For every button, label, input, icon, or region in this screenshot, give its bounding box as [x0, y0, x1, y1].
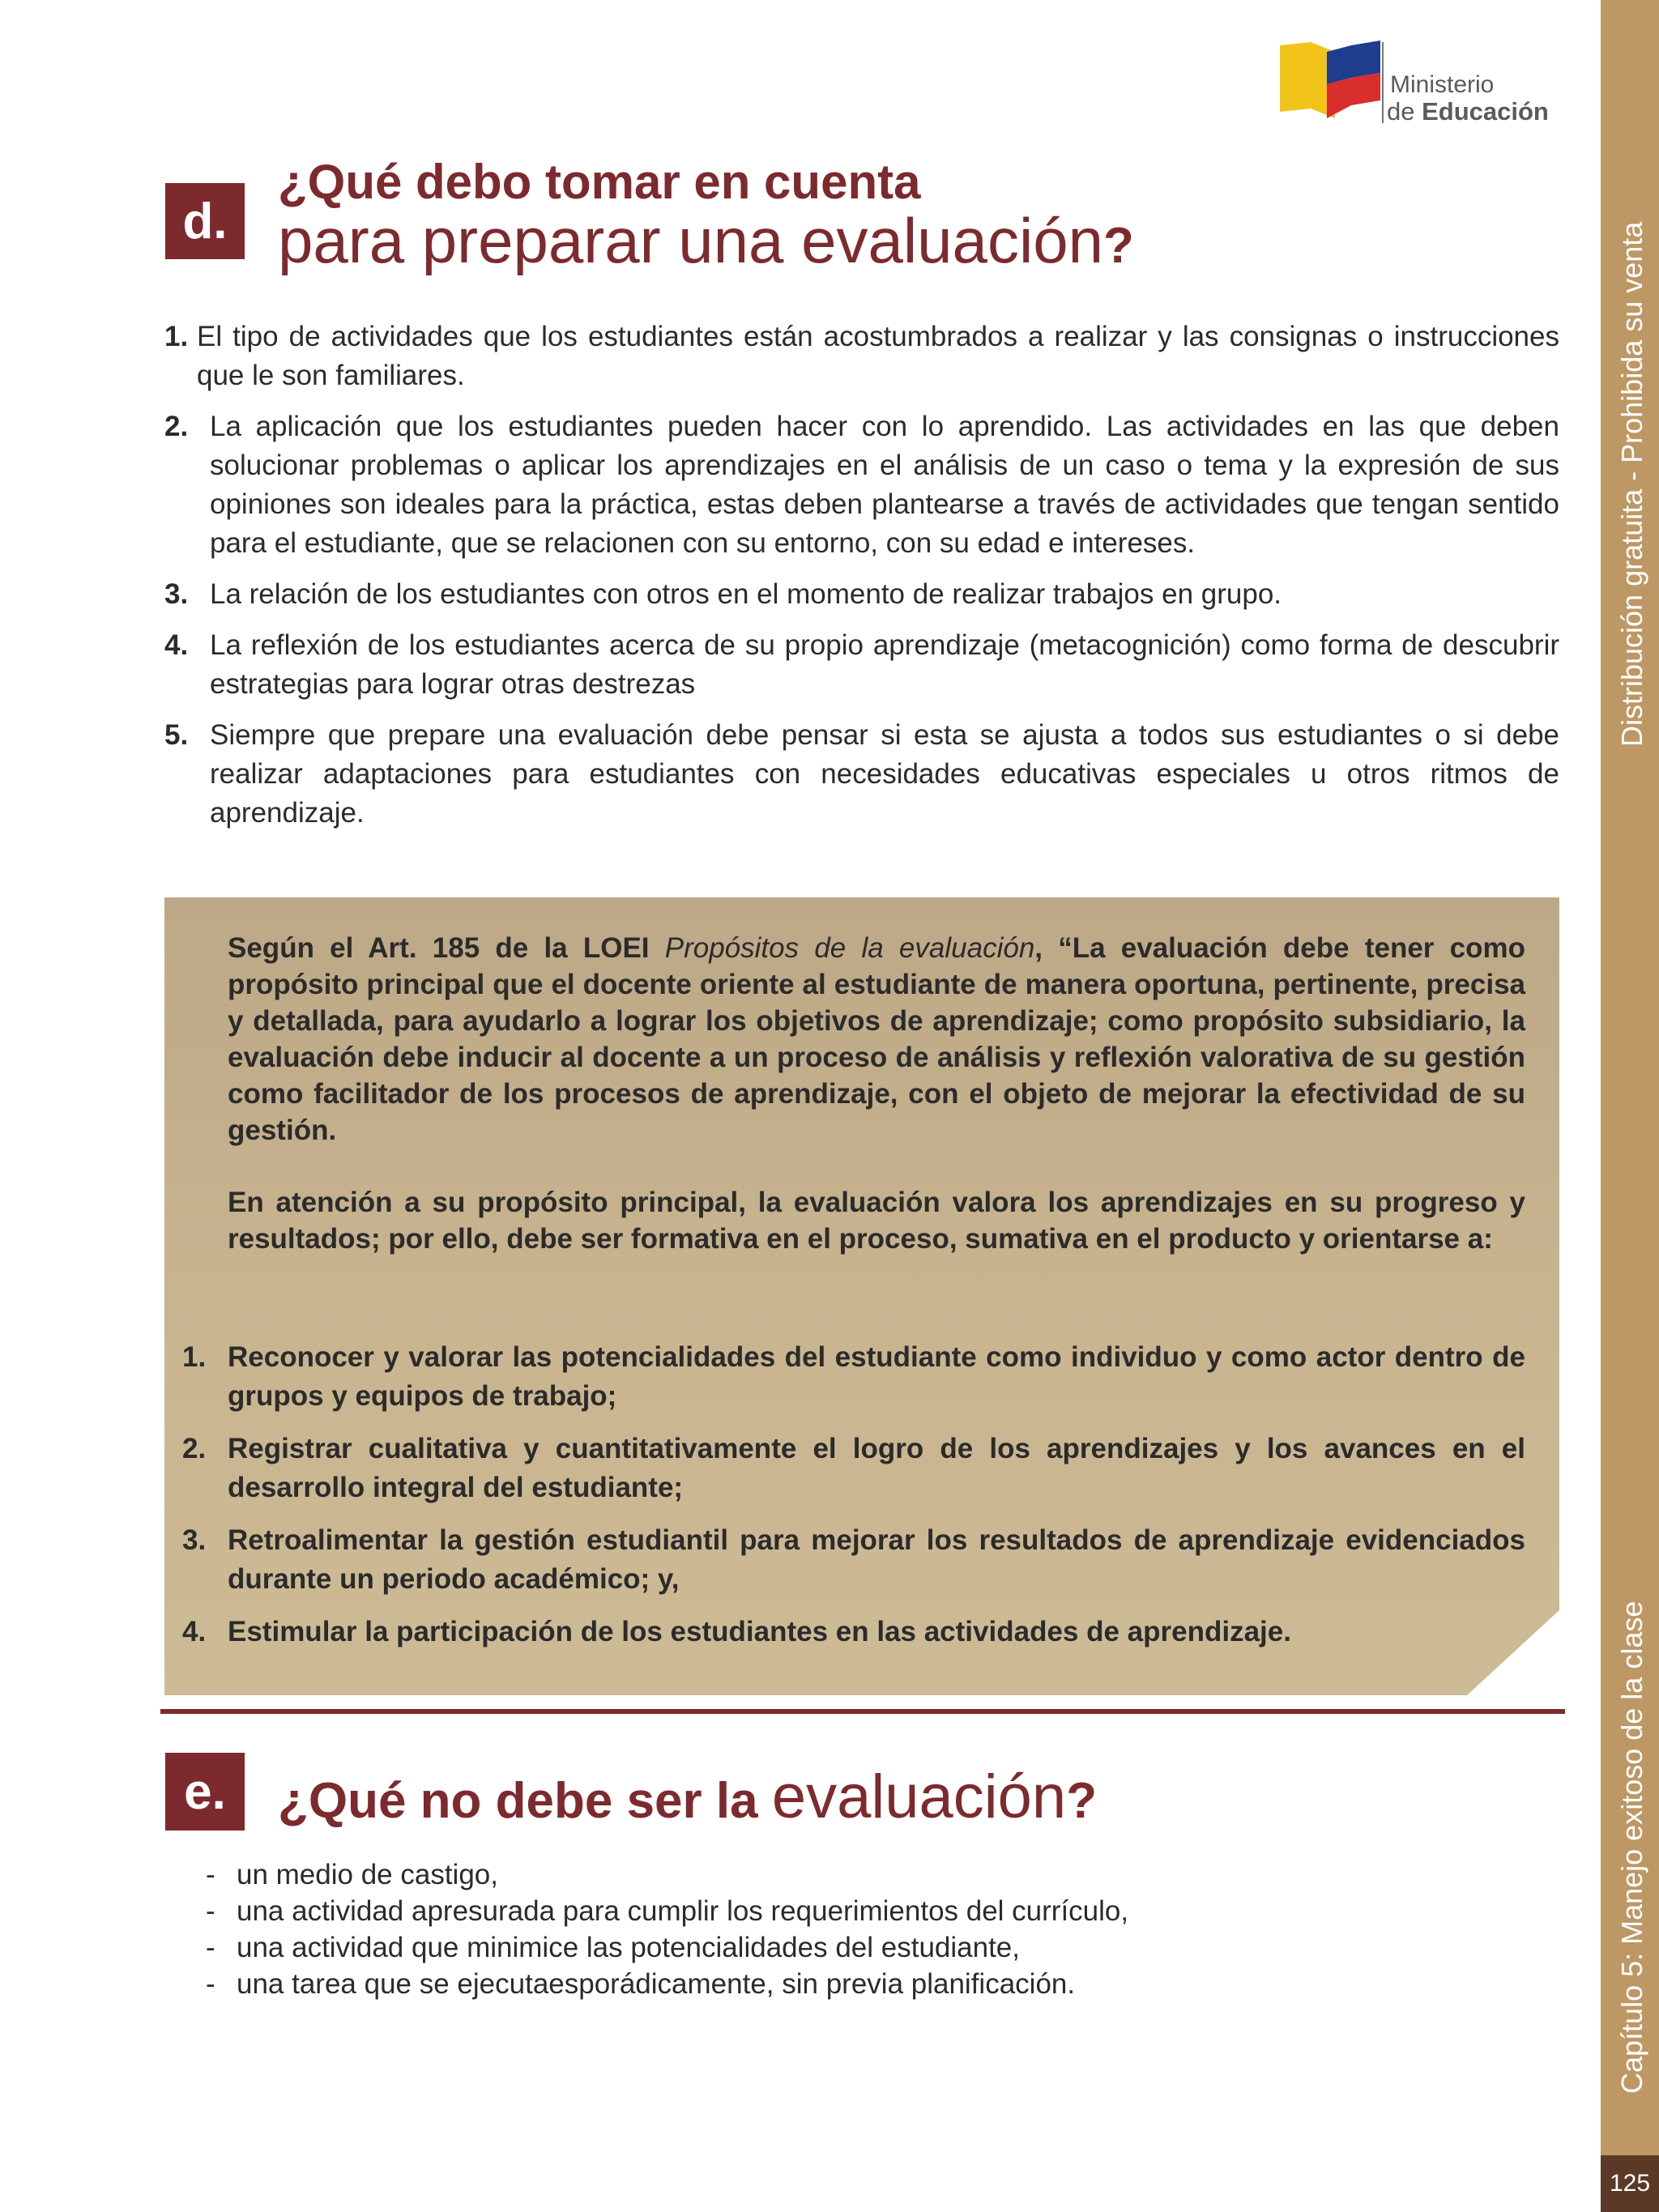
section-d-badge: d.: [165, 183, 245, 259]
section-e-badge: e.: [165, 1753, 245, 1831]
list-item: 3. Retroalimentar la gestión estudiantil para mejorar los resultados de aprendizaje evidenciados durante un periodo académico; y,: [182, 1524, 1525, 1595]
page-number: 125: [1601, 2155, 1659, 2212]
section-divider: [160, 1709, 1565, 1714]
ministry-logo-icon: [1278, 40, 1384, 123]
quote-purposes-list: [182, 1338, 1525, 1665]
list-item: 1. El tipo de actividades que los estudiantes están acostumbrados a realizar y las consignas o instrucciones que le son familiares.: [164, 321, 1559, 391]
not-evaluation-list: [206, 1856, 1128, 2002]
section-d-title-line1: ¿Qué debo tomar en cuenta: [278, 155, 921, 209]
list-item: 4. La reflexión de los estudiantes acerca de su propio aprendizaje (metacognición) como forma de descubrir estrategias para lograr otras destrezas: [164, 629, 1559, 700]
section-d-title-line2: para preparar una evaluación?: [278, 205, 1134, 276]
list-item: 2. La aplicación que los estudiantes pueden hacer con lo aprendido. Las actividades en las que deben solucionar problemas o aplicar los aprendizajes en el análisis de un caso o tema y la expresión de sus opiniones son ideales para la práctica, estas deben plantearse a través de actividades que tengan sentido para el estudiante, que se relacionen con su entorno, con su edad e intereses.: [164, 411, 1559, 559]
logo-education-label: de Educación: [1387, 97, 1549, 126]
list-item: 5. Siempre que prepare una evaluación debe pensar si esta se ajusta a todos sus estudiantes o si debe realizar adaptaciones para estudiantes con necesidades educativas especiales u otros ritmos de aprendizaje.: [164, 719, 1559, 829]
list-item: - una actividad que minimice las potencialidades del estudiante,: [206, 1932, 1020, 1963]
list-item: - una actividad apresurada para cumplir los requerimientos del currículo,: [206, 1895, 1129, 1927]
list-item: 3. La relación de los estudiantes con otros en el momento de realizar trabajos en grupo.: [164, 578, 1282, 610]
list-item: - un medio de castigo,: [206, 1859, 498, 1890]
list-item: 4. Estimular la participación de los estudiantes en las actividades de aprendizaje.: [182, 1616, 1291, 1647]
considerations-list: [164, 318, 1559, 845]
list-item: 1. Reconocer y valorar las potencialidades del estudiante como individuo y como actor dentro de grupos y equipos de trabajo;: [182, 1341, 1525, 1412]
loei-quote-box: [164, 897, 1559, 1695]
section-e-title: ¿Qué no debe ser la evaluación?: [278, 1762, 1098, 1831]
list-item: 2. Registrar cualitativa y cuantitativamente el logro de los aprendizajes y los avances en el desarrollo integral del estudiante;: [182, 1433, 1525, 1503]
list-item: - una tarea que se ejecutaesporádicamente, sin previa planificación.: [206, 1968, 1076, 2000]
logo-ministry-label: Ministerio: [1390, 71, 1495, 98]
quote-paragraph-2: En atención a su propósito principal, la evaluación valora los aprendizajes en su progreso y resultados; por ello, debe ser formativa en el proceso, sumativa en el producto y orientarse a:: [228, 1187, 1525, 1255]
logo-divider: [1382, 42, 1384, 123]
distribution-notice: Distribución gratuita - Prohibida su venta: [1615, 221, 1648, 747]
chapter-title: Capítulo 5: Manejo exitoso de la clase: [1615, 1600, 1648, 2094]
quote-paragraph-1: Según el Art. 185 de la LOEI Propósitos de la evaluación, “La evaluación debe tener como propósito principal que el docente oriente al estudiante de manera oportuna, pertinente, precisa y detallada, para ayudarlo a lograr los objetivos de aprendizaje; como propósito subsidiario, la evaluación debe inducir al docente a un proceso de análisis y reflexión valorativa de su gestión como facilitador de los procesos de aprendizaje, con el objeto de mejorar la efectividad de su gestión.: [228, 932, 1525, 1146]
